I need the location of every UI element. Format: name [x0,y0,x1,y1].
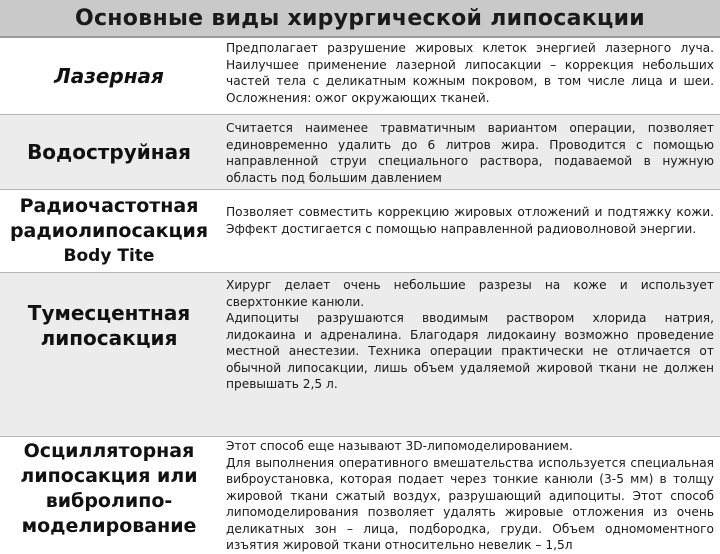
method-name-line: Тумесцентная [27,301,191,325]
method-description [218,190,718,272]
method-name-line: радиолипосакция [9,219,209,242]
method-name [0,38,218,114]
description-paragraph: Адипоциты разрушаются вводимым раствором хлорида натрия, лидокаина и адреналина. Благодаря лидокаину возможно проведение местной анестезии. Техника операции практически не отличается от обычной липосакции, лишь объем удаляемой жировой ткани не должен превышать 2,5 л. [226,311,714,391]
description-paragraph: Позволяет совместить коррекцию жировых отложений и подтяжку кожи. Эффект достигается с помощью направленной радиоволновой энергии. [226,205,714,236]
description-paragraph: Предполагает разрушение жировых клеток энергией лазерного луча. Наилучшее применение лазерной липосакции – коррекция небольших частей тела с деликатным кожным покровом, в том числе лица и шеи. Осложнения: ожог окружающих тканей. [226,41,714,105]
page-title: Основные виды хирургической липосакции [0,0,720,38]
description-paragraph: Этот способ еще называют 3D-липомоделированием. [226,439,573,453]
method-name-line: Body Tite [63,245,155,266]
description-paragraph: Считается наименее травматичным вариантом операции, позволяет единовременно удалить до 6 литров жира. Проводится с помощью направленной струи специального раствора, подаваемой в нужную область под большим давлением [226,121,714,185]
description-paragraph: Для выполнения оперативного вмешательства используется специальная виброустановка, которая подает через тонкие канюли (3-5 мм) в толщу жировой ткани сжатый воздух, разрушающий адипоциты. Этот способ липомоделирования позволяет удалять жировые отложения из очень деликатных зон – лица, подбородка, груди. Объем одномоментного изъятия жировой ткани относительно невелик – 1,5л [226,455,714,552]
method-description [218,437,718,552]
method-name [0,190,218,272]
method-name-line: моделирование [21,515,197,537]
method-name-line: Радиочастотная [19,194,199,217]
method-description [218,273,718,436]
method-name-line: вибролипо- [45,490,173,512]
method-name-line: Лазерная [54,63,164,88]
table-row [0,437,720,552]
table-row [0,38,720,114]
method-name-line: липосакция или [20,465,198,487]
table-row [0,115,720,189]
method-name-line: Водоструйная [27,139,191,164]
description-paragraph: Хирург делает очень небольшие разрезы на коже и использует сверхтонкие канюли. [226,278,714,309]
method-name [0,273,218,436]
method-name [0,115,218,189]
method-name-line: Осцилляторная [23,440,195,462]
method-description [218,38,718,114]
table-row [0,190,720,272]
method-name [0,437,218,540]
method-description [218,115,718,189]
table-row [0,273,720,436]
method-name-line: липосакция [40,326,178,350]
